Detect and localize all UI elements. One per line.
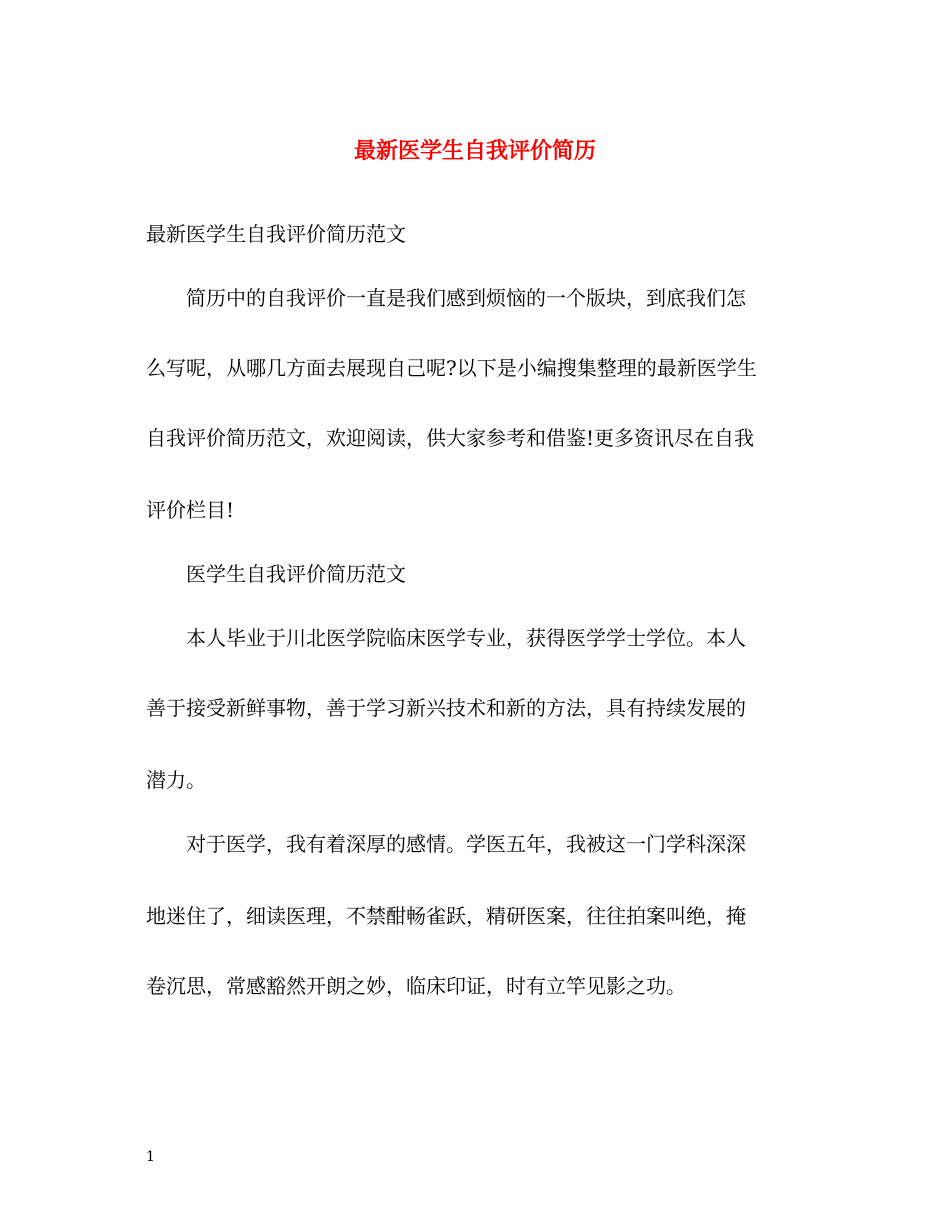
paragraph-line: 本人毕业于川北医学院临床医学专业，获得医学学士学位。本人: [186, 626, 746, 650]
paragraph-line: 地迷住了，细读医理，不禁酣畅雀跃，精研医案，往往拍案叫绝，掩: [146, 904, 746, 928]
paragraph-line: 简历中的自我评价一直是我们感到烦恼的一个版块，到底我们怎: [186, 286, 746, 310]
page-number: 1: [146, 1149, 155, 1165]
paragraph-line: 卷沉思，常感豁然开朗之妙，临床印证，时有立竿见影之功。: [146, 974, 686, 998]
subtitle-line: 最新医学生自我评价简历范文: [146, 222, 406, 246]
paragraph-line: 评价栏目!: [146, 498, 235, 522]
section-heading: 医学生自我评价简历范文: [186, 562, 406, 586]
paragraph-line: 么写呢，从哪几方面去展现自己呢?以下是小编搜集整理的最新医学生: [146, 356, 757, 380]
paragraph-line: 潜力。: [146, 768, 206, 792]
paragraph-line: 对于医学，我有着深厚的感情。学医五年，我被这一门学科深深: [186, 832, 746, 856]
document-title: 最新医学生自我评价简历: [353, 138, 596, 164]
paragraph-line: 自我评价简历范文，欢迎阅读，供大家参考和借鉴!更多资讯尽在自我: [146, 426, 755, 450]
paragraph-line: 善于接受新鲜事物，善于学习新兴技术和新的方法，具有持续发展的: [146, 696, 746, 720]
